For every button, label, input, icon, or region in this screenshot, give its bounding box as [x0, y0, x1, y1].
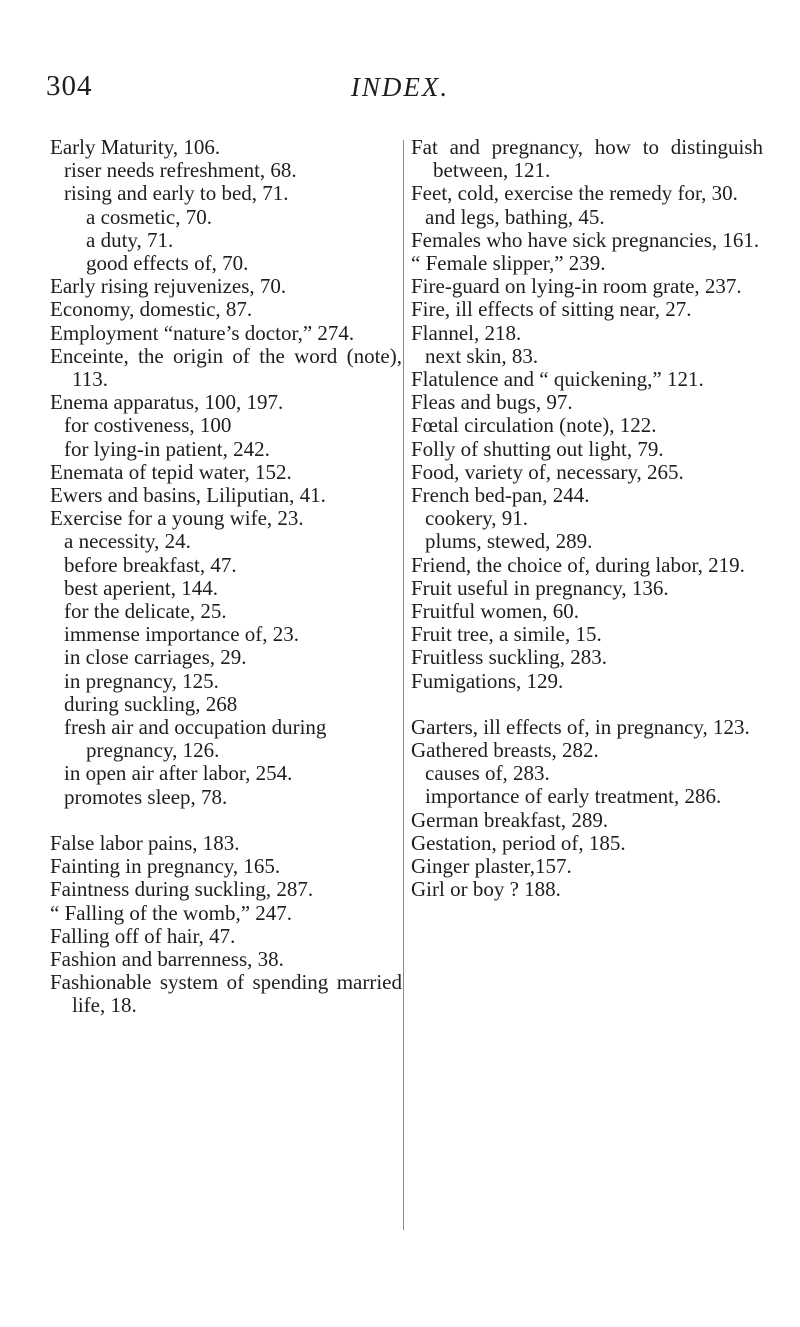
- index-entry: False labor pains, 183.: [50, 830, 240, 855]
- index-entry: Enceinte, the origin of the word (note), 113.: [50, 343, 402, 392]
- index-subentry: for the delicate, 25.: [64, 599, 227, 624]
- index-entry: Fumigations, 129.: [411, 668, 564, 693]
- page-header: [0, 70, 800, 110]
- index-entry: Employment “nature’s doctor,” 274.: [50, 320, 355, 345]
- index-subentry: next skin, 83.: [425, 343, 539, 368]
- index-entry: Fainting in pregnancy, 165.: [50, 854, 281, 879]
- index-column-left: [50, 136, 402, 1018]
- index-entry: Gathered breasts, 282.: [411, 738, 599, 763]
- index-entry: Exercise for a young wife, 23.: [50, 506, 304, 531]
- index-entry: Fœtal circulation (note), 122.: [411, 413, 657, 438]
- index-subentry: a cosmetic, 70.: [86, 204, 212, 229]
- index-entry: Fire-guard on lying-in room grate, 237.: [411, 274, 742, 299]
- index-subentry: plums, stewed, 289.: [425, 529, 593, 554]
- index-entry: “ Falling of the womb,” 247.: [50, 900, 293, 925]
- index-subentry: for costiveness, 100: [64, 413, 232, 438]
- index-entry: Food, variety of, necessary, 265.: [411, 459, 684, 484]
- index-entry: Ewers and basins, Liliputian, 41.: [50, 483, 326, 508]
- index-entry: Falling off of hair, 47.: [50, 923, 236, 948]
- index-entry: Females who have sick pregnancies, 161.: [411, 227, 760, 252]
- index-subentry: causes of, 283.: [425, 761, 550, 786]
- index-subentry: during suckling, 268: [64, 691, 238, 716]
- index-subentry: cookery, 91.: [425, 506, 529, 531]
- index-entry: Friend, the choice of, during labor, 219.: [411, 552, 745, 577]
- index-subentry: in close carriages, 29.: [64, 645, 247, 670]
- column-divider: [403, 140, 404, 1230]
- index-subentry: rising and early to bed, 71.: [64, 181, 289, 206]
- index-entry: Girl or boy ? 188.: [411, 877, 561, 902]
- index-entry: Fat and pregnancy, how to distinguish between, 121.: [411, 135, 763, 183]
- index-subentry: for lying-in patient, 242.: [64, 436, 270, 461]
- index-subentry: importance of early treatment, 286.: [425, 784, 722, 809]
- index-entry: Enema apparatus, 100, 197.: [50, 390, 284, 415]
- page-number: 304: [46, 70, 93, 102]
- index-entry: Fleas and bugs, 97.: [411, 390, 573, 415]
- index-entry: Fashion and barrenness, 38.: [50, 946, 284, 971]
- index-entry: Fruitless suckling, 283.: [411, 645, 608, 670]
- index-entry: Economy, domestic, 87.: [50, 297, 253, 322]
- index-entry: Ginger plaster,157.: [411, 854, 572, 879]
- index-subentry: a duty, 71.: [86, 227, 174, 252]
- index-subentry: and legs, bathing, 45.: [425, 204, 605, 229]
- index-column-right: [411, 136, 763, 902]
- index-entry: Faintness during suckling, 287.: [50, 877, 314, 902]
- index-entry: “ Female slipper,” 239.: [411, 251, 606, 276]
- index-entry: Flatulence and “ quickening,” 121.: [411, 367, 704, 392]
- index-subentry: a necessity, 24.: [64, 529, 191, 554]
- index-entry: Folly of shutting out light, 79.: [411, 436, 664, 461]
- index-entry: Fire, ill effects of sitting near, 27.: [411, 297, 692, 322]
- index-subentry: in open air after labor, 254.: [64, 761, 293, 786]
- index-subentry: best aperient, 144.: [64, 575, 218, 600]
- index-subentry: immense importance of, 23.: [64, 622, 300, 647]
- index-entry: Fruitful women, 60.: [411, 599, 579, 624]
- index-subentry: promotes sleep, 78.: [64, 784, 228, 809]
- index-entry: Fashionable system of spending married life, 18.: [50, 970, 402, 1018]
- index-subentry: fresh air and occupation during pregnancy, 126.: [64, 715, 327, 763]
- index-entry: French bed-pan, 244.: [411, 483, 590, 508]
- index-subentry: riser needs refreshment, 68.: [64, 158, 297, 183]
- index-subentry: in pregnancy, 125.: [64, 668, 219, 693]
- index-subentry: good effects of, 70.: [86, 251, 249, 276]
- index-entry: Fruit useful in pregnancy, 136.: [411, 575, 669, 600]
- page-title: INDEX.: [350, 72, 450, 102]
- index-entry: German breakfast, 289.: [411, 807, 609, 832]
- index-entry: Fruit tree, a simile, 15.: [411, 622, 602, 647]
- index-entry: Early Maturity, 106.: [50, 135, 221, 159]
- index-entry: Flannel, 218.: [411, 320, 522, 345]
- index-subentry: before breakfast, 47.: [64, 552, 237, 577]
- index-entry: Early rising rejuvenizes, 70.: [50, 274, 287, 299]
- index-entry: Feet, cold, exercise the remedy for, 30.: [411, 181, 738, 206]
- index-entry: Garters, ill effects of, in pregnancy, 123.: [411, 714, 750, 739]
- index-entry: Gestation, period of, 185.: [411, 830, 626, 855]
- index-entry: Enemata of tepid water, 152.: [50, 459, 292, 484]
